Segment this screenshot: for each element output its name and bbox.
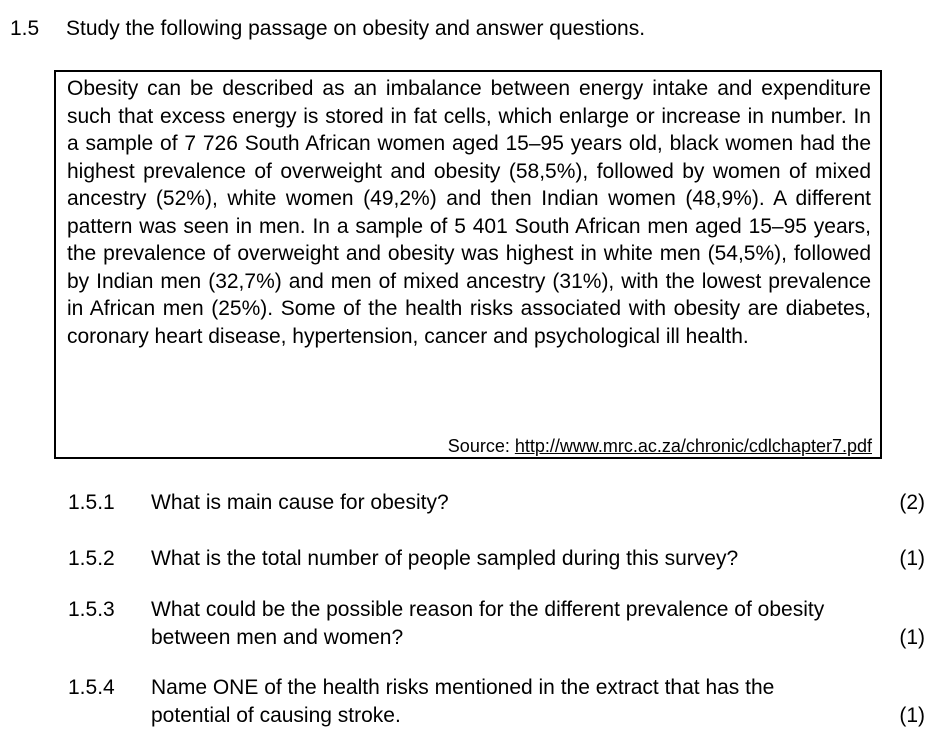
question-1-5-3 bbox=[68, 596, 925, 652]
question-marks: (1) bbox=[899, 704, 925, 727]
question-number: 1.5.2 bbox=[68, 547, 115, 570]
question-text: What could be the possible reason for the different prevalence of obesity between men and women? bbox=[151, 598, 825, 649]
question-number: 1.5.3 bbox=[68, 598, 115, 621]
question-marks: (2) bbox=[899, 491, 925, 514]
question-1-5-4 bbox=[68, 674, 925, 730]
passage-source bbox=[448, 435, 872, 457]
section-number: 1.5 bbox=[10, 17, 40, 40]
question-marks: (1) bbox=[899, 547, 925, 570]
question-1-5-1 bbox=[68, 489, 925, 517]
question-number: 1.5.1 bbox=[68, 491, 115, 514]
question-number: 1.5.4 bbox=[68, 676, 115, 699]
question-text: What is main cause for obesity? bbox=[151, 491, 449, 514]
section-instruction: Study the following passage on obesity and answer questions. bbox=[66, 17, 646, 40]
passage-text: Obesity can be described as an imbalance between energy intake and expenditure such that excess energy is stored in fat cells, which enlarge or increase in number. In a sample of 7 726 South African women aged 15–95 years old, black women had the highest prevalence of overweight and obesity (58,5%), followed by women of mixed ancestry (52%), white women (49,2%) and then Indian women (48,9%). A different pattern was seen in men. In a sample of 5 401 South African men aged 15–95 years, the prevalence of overweight and obesity was highest in white men (54,5%), followed by Indian men (32,7%) and men of mixed ancestry (31%), with the lowest prevalence in African men (25%). Some of the health risks associated with obesity are diabetes, coronary heart disease, hypertension, cancer and psychological ill health. bbox=[67, 77, 871, 348]
question-text: What is the total number of people sampled during this survey? bbox=[151, 547, 739, 570]
question-1-5-2 bbox=[68, 545, 925, 573]
question-text: Name ONE of the health risks mentioned in the extract that has the potential of causing stroke. bbox=[151, 676, 775, 727]
section-heading bbox=[10, 16, 645, 42]
question-marks: (1) bbox=[899, 626, 925, 649]
passage-box bbox=[54, 70, 882, 459]
source-link[interactable]: http://www.mrc.ac.za/chronic/cdlchapter7.pdf bbox=[514, 436, 872, 456]
source-label: Source: bbox=[447, 436, 515, 456]
